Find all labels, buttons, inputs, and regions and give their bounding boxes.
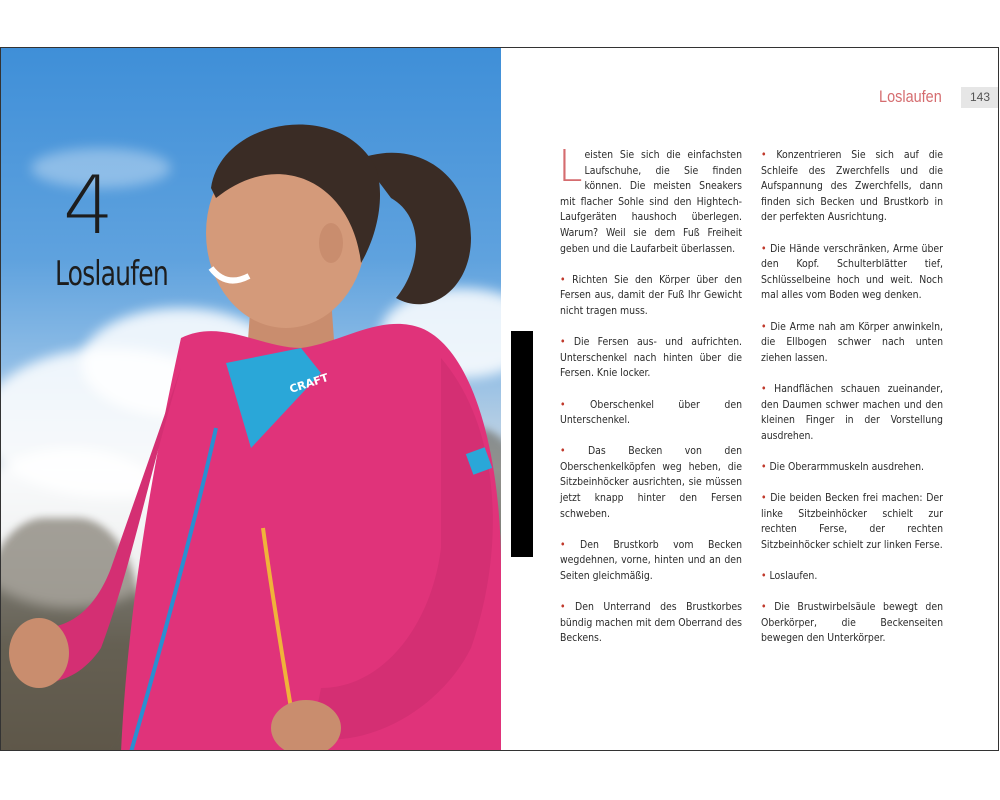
list-item: • Das Becken von den Oberschenkelköpfen weg heben, die Sitzbeinhöcker ausrichten, sie müssen jetzt knapp hinter den Fersen schweben. — [560, 445, 742, 520]
bullet-icon: • — [560, 538, 566, 551]
list-item: • Handflächen schauen zueinander, den Daumen schwer machen und den kleinen Finger in der Vorstellung ausdrehen. — [761, 382, 943, 442]
list-item: • Die Arme nah am Körper anwinkeln, die Ellbogen schwer nach unten ziehen lassen. — [761, 320, 944, 364]
list-item: • Die Brustwirbelsäule bewegt den Oberkörper, die Beckenseiten bewegen den Unterkörper. — [761, 601, 944, 645]
bullet-icon: • — [761, 601, 767, 614]
list-item: • Den Brustkorb vom Becken wegdehnen, vorne, hinten und an den Seiten gleichmäßig. — [560, 538, 743, 583]
bullet-icon: • — [761, 320, 767, 333]
list-item: • Richten Sie den Körper über den Fersen aus, damit der Fuß Ihr Gewicht nicht tragen muss. — [560, 273, 743, 317]
runner-photo — [1, 48, 501, 751]
text-column-2 — [761, 148, 943, 663]
intro-text: eisten Sie sich die einfachsten Laufschuhe, die Sie finden können. Die meisten Sneakers mit flacher Sohle sind den Hightech-Laufgeräten haushoch überlegen. Warum? Weil sie dem Fuß Freiheit geben und die Laufarbeit überlassen. — [560, 149, 742, 255]
running-head: Loslaufen — [879, 87, 942, 106]
list-item: • Konzentrieren Sie sich auf die Schleife des Zwerchfells und die Aufspannung des Zwerchfells, dann finden sich Becken und Brustkorb in der perfekten Ausrichtung. — [761, 149, 943, 224]
list-item: • Loslaufen. — [761, 570, 818, 583]
list-item: • Den Unterrand des Brustkorbes bündig machen mit dem Oberrand des Beckens. — [560, 601, 743, 645]
chapter-number: 4 — [63, 159, 114, 252]
bullet-icon: • — [560, 445, 566, 458]
list-item: • Die Oberarmmuskeln ausdrehen. — [761, 460, 924, 473]
list-item: • Die Fersen aus- und aufrichten. Unterschenkel nach hinten über die Fersen. Knie locker. — [560, 336, 742, 380]
chapter-tab-marker — [511, 331, 533, 557]
list-item: • Die Hände verschränken, Arme über den Kopf. Schulterblätter tief, Schlüsselbeine hoch und weit. Noch mal alles vom Boden weg denken. — [761, 242, 943, 302]
text-page — [501, 48, 999, 751]
jacket-brand: CRAFT — [287, 371, 331, 396]
bullet-icon: • — [761, 570, 767, 583]
bullet-icon: • — [560, 336, 566, 349]
list-item: • Die beiden Becken frei machen: Der linke Sitzbeinhöcker schielt zur rechten Ferse, der rechten Sitzbeinhöcker schielt zur linken Ferse. — [761, 492, 943, 551]
list-item: • Oberschenkel über den Unterschenkel. — [560, 398, 743, 427]
bullet-icon: • — [560, 398, 566, 411]
runner-figure — [1, 48, 501, 751]
page-number: 143 — [961, 87, 999, 108]
chapter-title: Loslaufen — [55, 254, 168, 294]
intro-paragraph — [558, 141, 742, 257]
bullet-icon: • — [560, 273, 566, 286]
bullet-icon: • — [761, 149, 767, 161]
bullet-icon: • — [761, 382, 767, 395]
bullet-icon: • — [761, 492, 767, 505]
dropcap: L — [558, 141, 583, 192]
text-column-1 — [558, 141, 743, 663]
book-spread — [0, 47, 999, 751]
bullet-icon: • — [560, 601, 566, 614]
bullet-icon: • — [761, 460, 767, 473]
bullet-icon: • — [761, 242, 767, 255]
